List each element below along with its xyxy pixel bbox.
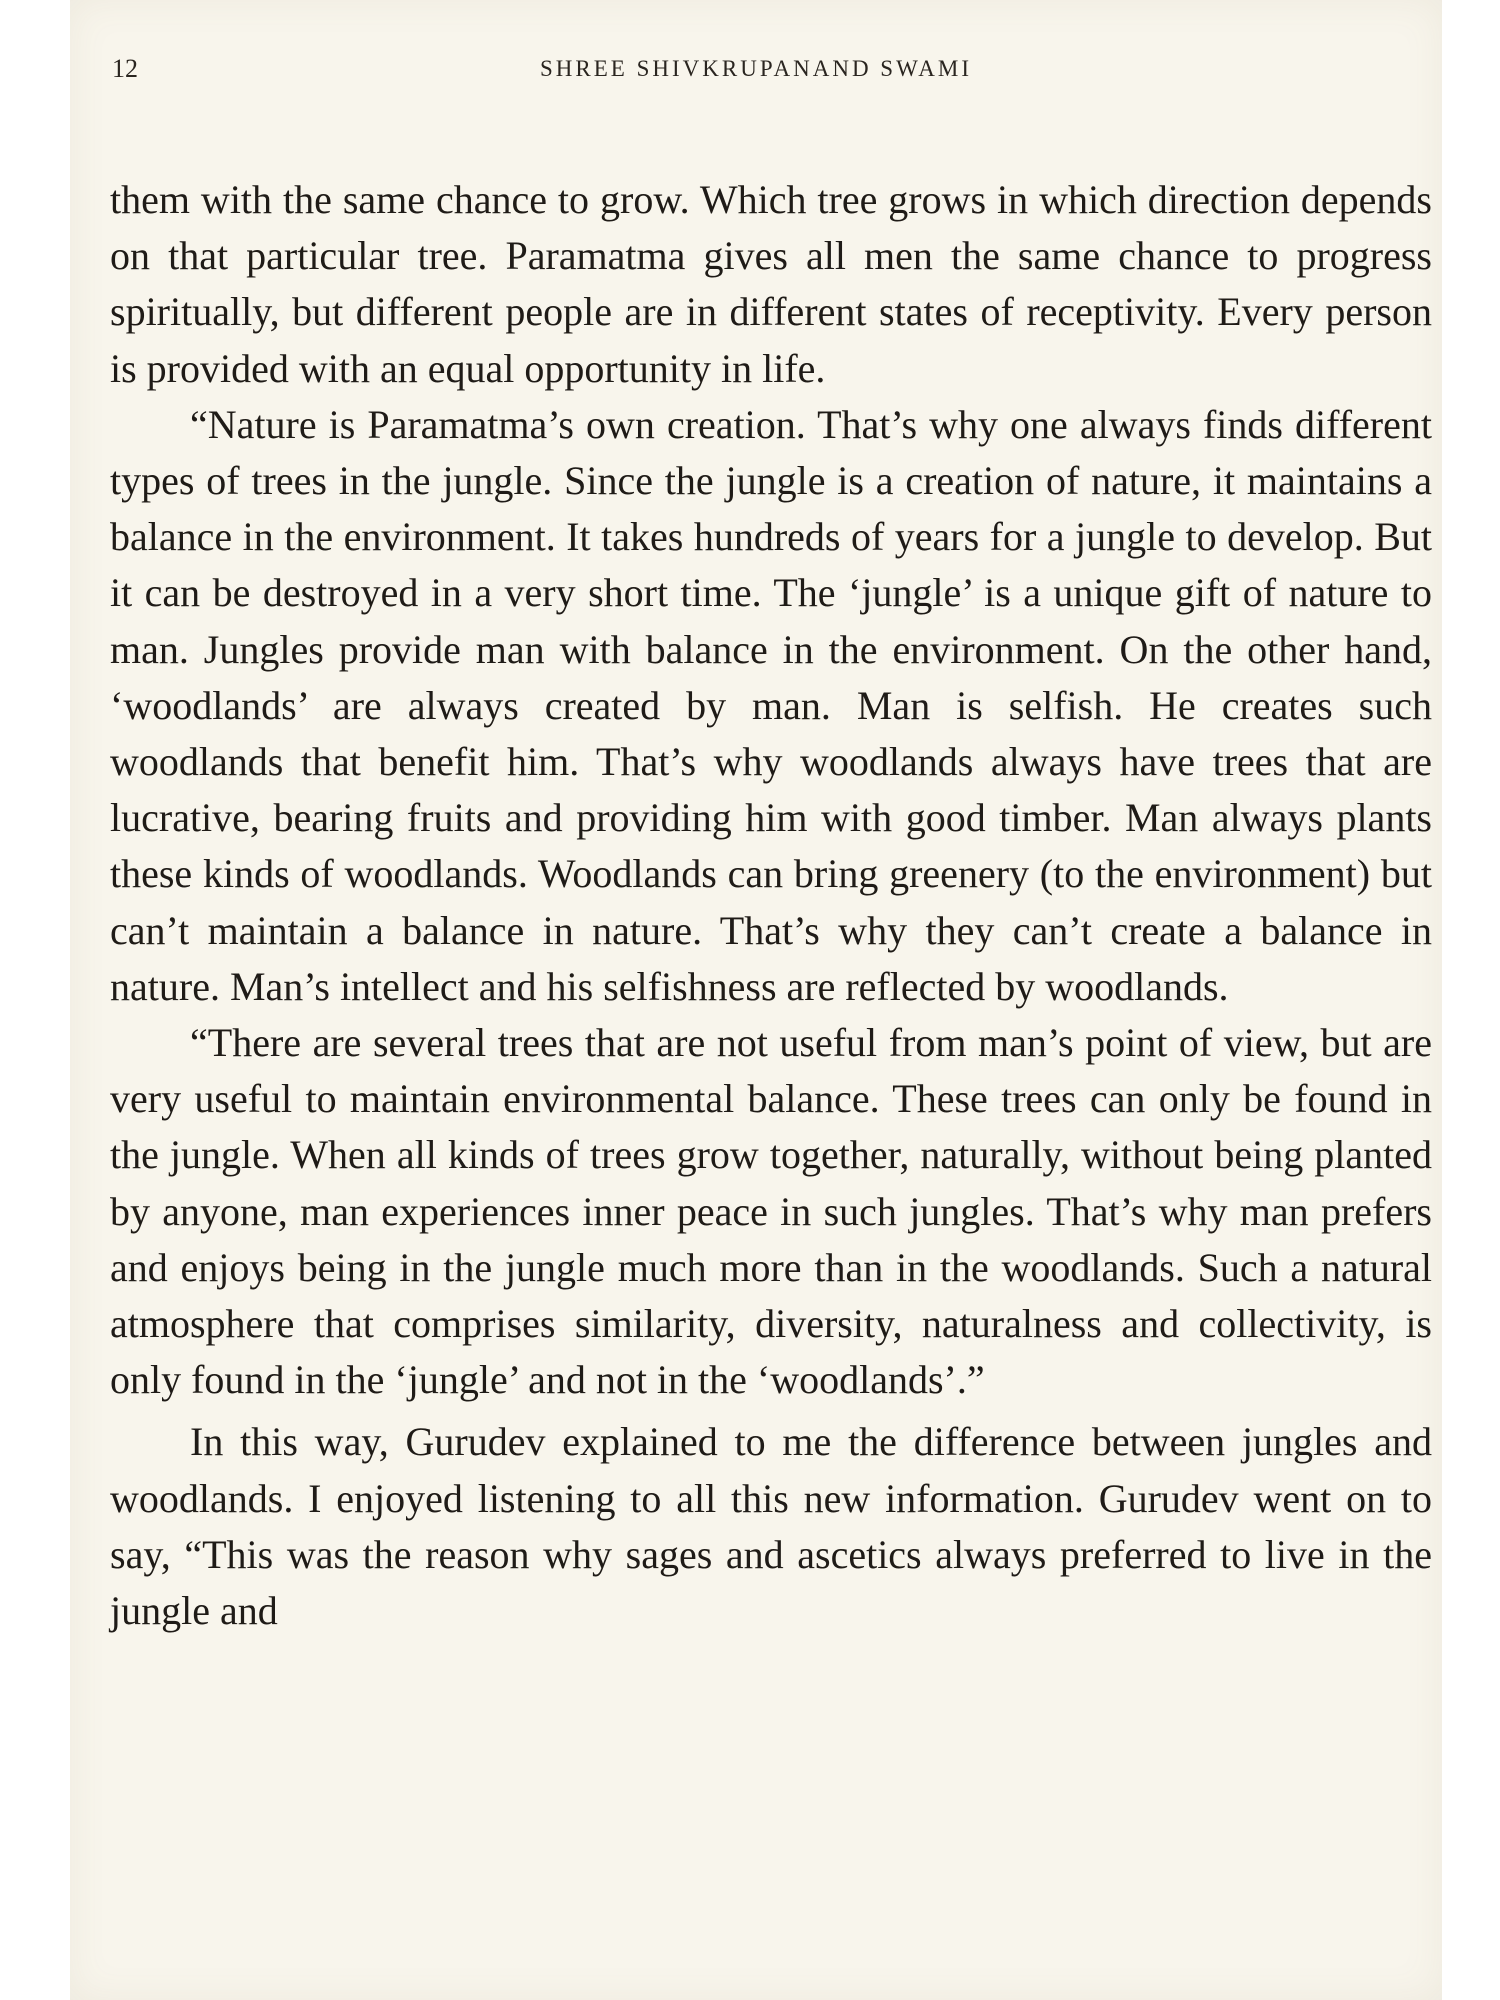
- body-text: [110, 172, 1432, 1639]
- page-header: [112, 54, 1400, 94]
- book-page: [70, 0, 1442, 2000]
- running-head: SHREE SHIVKRUPANAND SWAMI: [540, 56, 972, 81]
- paragraph: “Nature is Paramatma’s own creation. That’s why one always finds different types of trees in the jungle. Since the jungle is a creation of nature, it maintains a balance in the environment. It takes hundreds of years for a jungle to develop. But it can be destroyed in a very short time. The ‘jungle’ is a unique gift of nature to man. Jungles provide man with balance in the environment. On the other hand, ‘woodlands’ are always created by man. Man is selfish. He creates such woodlands that benefit him. That’s why woodlands always have trees that are lucrative, bearing fruits and providing him with good timber. Man always plants these kinds of woodlands. Woodlands can bring greenery (to the environment) but can’t maintain a balance in nature. That’s why they can’t create a balance in nature. Man’s intellect and his selfishness are reflected by woodlands.: [110, 401, 1432, 1009]
- paragraph: In this way, Gurudev explained to me the difference between jungles and woodlands. I enjoyed listening to all this new information. Gurudev went on to say, “This was the reason why sages and ascetics always preferred to live in the jungle and: [110, 1419, 1432, 1634]
- page-number: 12: [112, 54, 138, 83]
- paragraph: them with the same chance to grow. Which tree grows in which direction depends on that particular tree. Paramatma gives all men the same chance to progress spiritually, but different people are in different states of receptivity. Every person is provided with an equal opportunity in life.: [110, 177, 1432, 391]
- paragraph: “There are several trees that are not useful from man’s point of view, but are very useful to maintain environmental balance. These trees can only be found in the jungle. When all kinds of trees grow together, naturally, without being planted by anyone, man experiences inner peace in such jungles. That’s why man prefers and enjoys being in the jungle much more than in the woodlands. Such a natural atmosphere that comprises similarity, diversity, naturalness and collectivity, is only found in the ‘jungle’ and not in the ‘woodlands’.”: [110, 1020, 1432, 1403]
